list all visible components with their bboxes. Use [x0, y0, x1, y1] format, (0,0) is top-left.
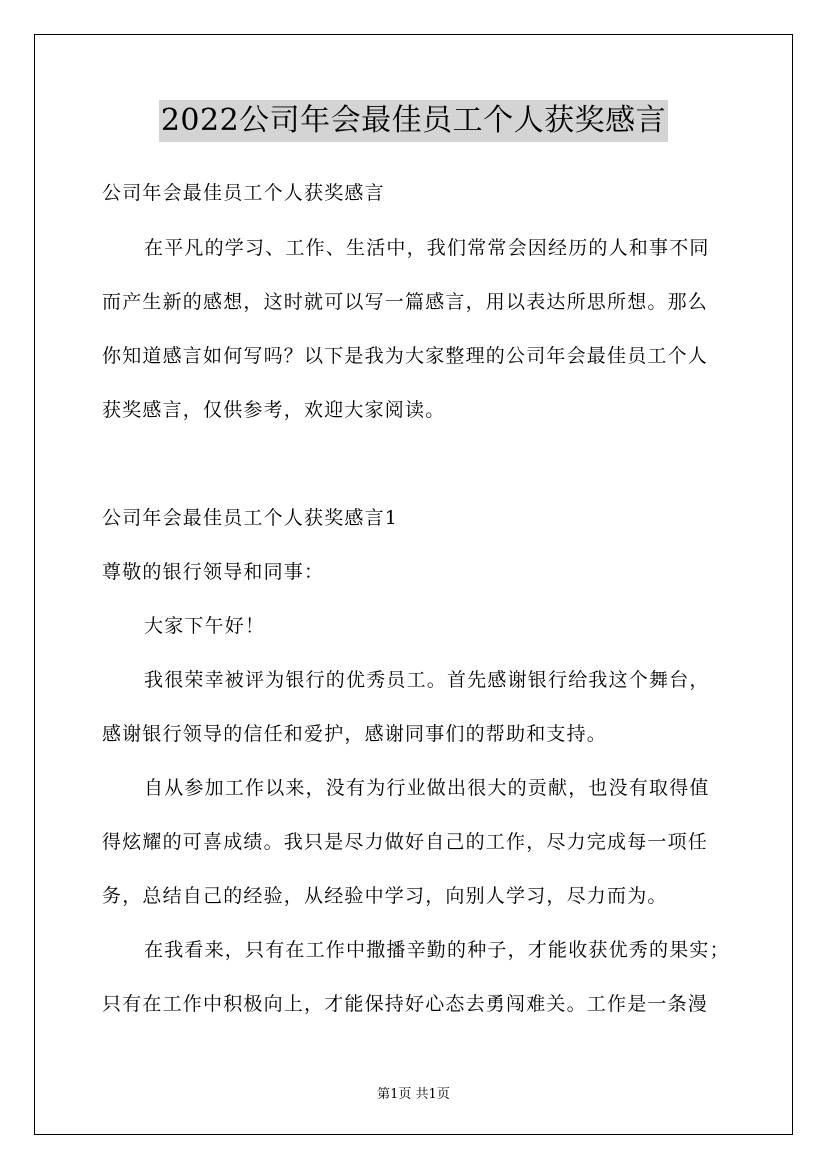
body-line: 务，总结自己的经验，从经验中学习，向别人学习，尽力而为。: [102, 885, 668, 907]
body-line: 感谢银行领导的信任和爱护，感谢同事们的帮助和支持。: [102, 723, 608, 745]
intro-line: 你知道感言如何写吗？以下是我为大家整理的公司年会最佳员工个人: [102, 345, 709, 367]
body-line: 得炫耀的可喜成绩。我只是尽力做好自己的工作，尽力完成每一项任: [102, 831, 709, 853]
greeting: 大家下午好！: [144, 615, 266, 637]
body-line: 我很荣幸被评为银行的优秀员工。首先感谢银行给我这个舞台，: [144, 669, 710, 691]
body-line: 在我看来，只有在工作中撒播辛勤的种子，才能收获优秀的果实；: [144, 939, 730, 961]
section-heading: 公司年会最佳员工个人获奖感言1: [102, 507, 399, 529]
document-title: 2022公司年会最佳员工个人获奖感言: [159, 100, 668, 142]
body-line: 只有在工作中积极向上，才能保持好心态去勇闯难关。工作是一条漫: [102, 993, 709, 1015]
intro-line: 而产生新的感想，这时就可以写一篇感言，用以表达所思所想。那么: [102, 291, 709, 313]
intro-line: 获奖感言，仅供参考，欢迎大家阅读。: [102, 399, 446, 421]
salutation: 尊敬的银行领导和同事：: [102, 561, 325, 583]
page-footer: 第1页 共1页: [377, 1087, 450, 1102]
subtitle: 公司年会最佳员工个人获奖感言: [102, 182, 385, 204]
body-line: 自从参加工作以来，没有为行业做出很大的贡献，也没有取得值: [144, 777, 710, 799]
intro-line: 在平凡的学习、工作、生活中，我们常常会因经历的人和事不同: [144, 237, 710, 259]
title-container: [0, 100, 827, 142]
